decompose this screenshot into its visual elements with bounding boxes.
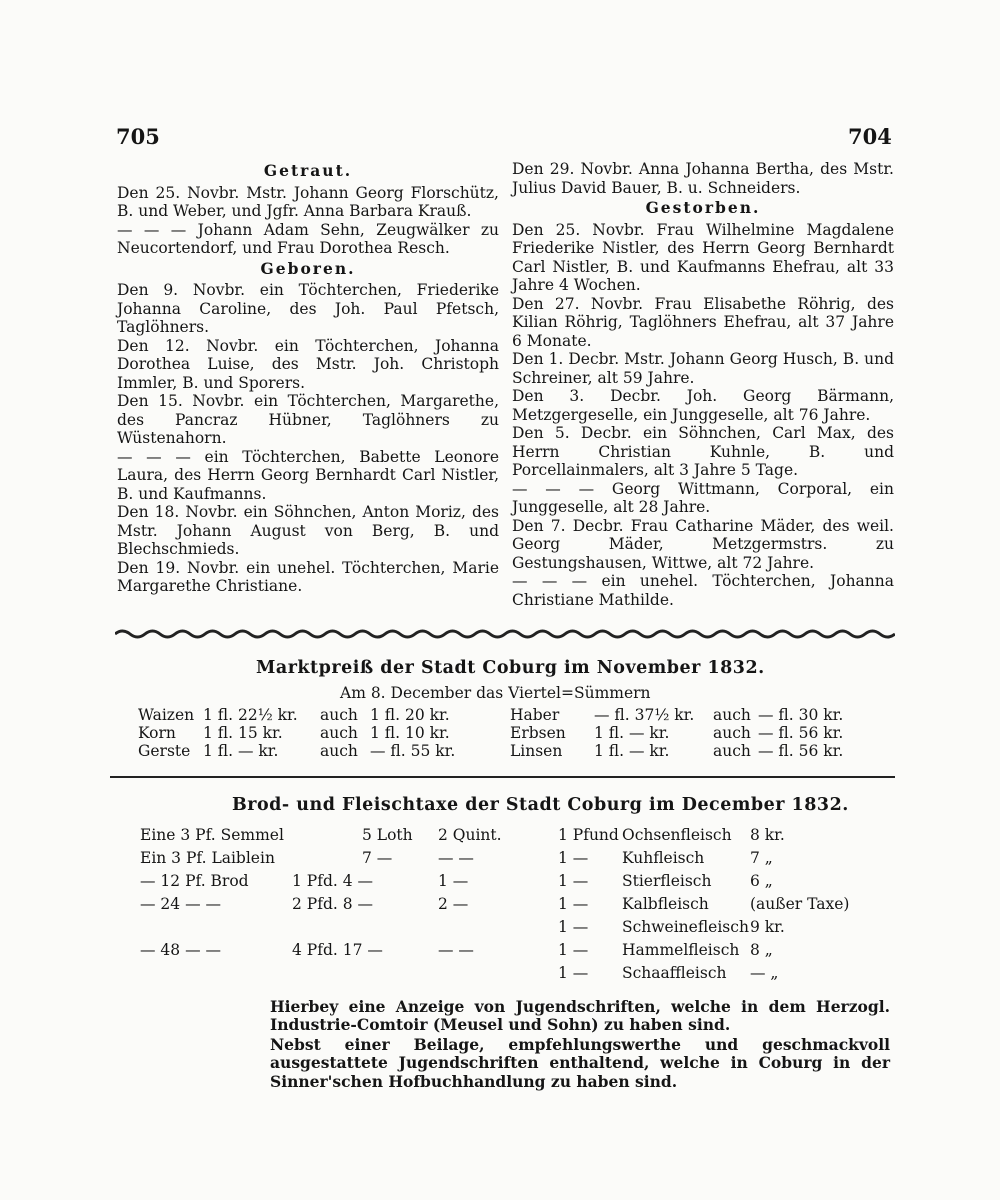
died-entry: Den 3. Decbr. Joh. Georg Bärmann, Metzgergeselle, ein Junggeselle, alt 76 Jahre. [512,387,894,424]
bread-item: — 48 — — [140,941,222,959]
born-entry: Den 15. Novbr. ein Töchterchen, Margarethe, des Pancraz Hübner, Taglöhners zu Wüstenahorn. [117,392,499,447]
market-price: — fl. 55 kr. [370,742,456,760]
meat-quantity: 1 — [558,895,589,913]
meat-kind: Stierfleisch [622,872,712,890]
bread-row [140,826,900,844]
died-entry: — — — Georg Wittmann, Corporal, ein Junggeselle, alt 28 Jahre. [512,479,894,516]
horizontal-rule [110,776,895,778]
died-entry: Den 5. Decbr. ein Söhnchen, Carl Max, des Herrn Christian Kuhnle, B. und Porcellainmalers, alt 3 Jahre 5 Tage. [512,424,894,479]
meat-price: 8 „ [750,941,773,959]
market-auch: auch [713,706,751,724]
born-heading: Geboren. [260,258,356,278]
bread-weight: 1 Pfd. 4 — [292,872,374,890]
market-price: 1 fl. 10 kr. [370,724,450,742]
died-entry: Den 25. Novbr. Frau Wilhelmine Magdalene Friederike Nistler, des Herrn Georg Bernhardt Carl Nistler, B. und Kaufmanns Ehefrau, alt 33 Jahre 4 Wochen. [512,220,894,294]
bread-item: Ein 3 Pf. Laiblein [140,849,275,867]
market-grain: Gerste [138,742,191,760]
died-entry: Den 27. Novbr. Frau Elisabethe Röhrig, des Kilian Röhrig, Taglöhners Ehefrau, alt 37 Jahre 6 Monate. [512,294,894,350]
bread-row [140,964,900,982]
notice-youth-books: Hierbey eine Anzeige von Jugendschriften, welche in dem Herzogl. Industrie-Comtoir (Meusel und Sohn) zu haben sind. [270,996,890,1034]
born-entry: Den 29. Novbr. Anna Johanna Bertha, des Mstr. Julius David Bauer, B. u. Schneiders. [512,160,894,197]
meat-kind: Schweinefleisch [622,918,749,936]
market-auch: auch [320,742,358,760]
meat-quantity: 1 — [558,964,589,982]
bread-weight: 7 — [362,849,393,867]
market-price: 1 fl. 20 kr. [370,706,450,724]
meat-quantity: 1 — [558,872,589,890]
died-entry: — — — ein unehel. Töchterchen, Johanna Christiane Mathilde. [512,572,894,609]
market-title: Marktpreiß der Stadt Coburg im November 1832. [256,658,765,678]
bread-weight: 4 Pfd. 17 — [292,941,383,959]
wavy-divider [115,628,895,640]
market-auch: auch [320,724,358,742]
market-price: — fl. 56 kr. [758,742,844,760]
bread-row [140,918,900,936]
meat-kind: Schaaffleisch [622,964,727,982]
bread-quint: 2 Quint. [438,826,502,844]
market-price: — fl. 30 kr. [758,706,844,724]
left-column [117,160,499,596]
meat-kind: Kuhfleisch [622,849,705,867]
meat-quantity: 1 — [558,918,589,936]
page-number-left: 705 [116,124,160,149]
meat-price: — „ [750,964,779,982]
page-number-right: 704 [848,124,892,149]
bread-quint: 2 — [438,895,469,913]
born-entry: — — — ein Töchterchen, Babette Leonore Laura, des Herrn Georg Bernhardt Carl Nistler, B. und Kaufmanns. [117,447,499,503]
born-entry: Den 18. Novbr. ein Söhnchen, Anton Moriz, des Mstr. Johann August von Berg, B. und Blechschmieds. [117,503,499,558]
market-auch: auch [713,724,751,742]
died-entry: Den 7. Decbr. Frau Catharine Mäder, des weil. Georg Mäder, Metzgermstrs. zu Gestungshausen, Wittwe, alt 72 Jahre. [512,516,894,572]
married-entry: — — — Johann Adam Sehn, Zeugwälker zu Neucortendorf, und Frau Dorothea Resch. [117,220,499,257]
market-price: 1 fl. — kr. [594,724,670,742]
died-heading: Gestorben. [645,198,761,217]
bread-quint: 1 — [438,872,469,890]
market-price: 1 fl. — kr. [594,742,670,760]
bread-item: — 12 Pf. Brod [140,872,249,890]
market-price: 1 fl. 15 kr. [203,724,283,742]
meat-price: 8 kr. [750,826,785,844]
bread-row [140,941,900,959]
market-grain: Waizen [138,706,195,724]
meat-price: 7 „ [750,849,773,867]
bread-weight: 5 Loth [362,826,413,844]
meat-price: (außer Taxe) [750,895,850,913]
born-entry: Den 9. Novbr. ein Töchterchen, Friederike Johanna Caroline, des Joh. Paul Pfetsch, Taglöhners. [117,281,499,336]
bread-item: — 24 — — [140,895,222,913]
meat-kind: Ochsenfleisch [622,826,732,844]
market-grain: Korn [138,724,176,742]
right-column [512,160,894,609]
meat-quantity: 1 Pfund [558,826,619,844]
meat-kind: Hammelfleisch [622,941,740,959]
market-price: 1 fl. — kr. [203,742,279,760]
meat-quantity: 1 — [558,849,589,867]
married-heading: Getraut. [263,161,353,180]
bread-quint: — — [438,849,474,867]
market-auch: auch [320,706,358,724]
married-entry: Den 25. Novbr. Mstr. Johann Georg Florschütz, B. und Weber, und Jgfr. Anna Barbara Krauß. [117,183,499,220]
bread-title: Brod- und Fleischtaxe der Stadt Coburg im December 1832. [232,795,849,815]
notice-supplement: Nebst einer Beilage, empfehlungswerthe und geschmackvoll ausgestattete Jugendschriften enthaltend, welche in Coburg in der Sinner'schen Hofbuchhandlung zu haben sind. [270,1034,890,1091]
born-entry: Den 12. Novbr. ein Töchterchen, Johanna Dorothea Luise, des Mstr. Joh. Christoph Immler, B. und Sporers. [117,336,499,392]
bread-row [140,895,900,913]
meat-kind: Kalbfleisch [622,895,709,913]
meat-price: 6 „ [750,872,773,890]
bread-item: Eine 3 Pf. Semmel [140,826,284,844]
market-grain: Erbsen [510,724,566,742]
bread-quint: — — [438,941,474,959]
market-grain: Haber [510,706,560,724]
market-grain: Linsen [510,742,563,760]
born-entry: Den 19. Novbr. ein unehel. Töchterchen, Marie Margarethe Christiane. [117,558,499,595]
bread-row [140,872,900,890]
bread-weight: 2 Pfd. 8 — [292,895,374,913]
bread-row [140,849,900,867]
died-entry: Den 1. Decbr. Mstr. Johann Georg Husch, B. und Schreiner, alt 59 Jahre. [512,350,894,387]
market-subtitle: Am 8. December das Viertel=Sümmern [340,684,651,702]
meat-price: 9 kr. [750,918,785,936]
meat-quantity: 1 — [558,941,589,959]
market-auch: auch [713,742,751,760]
market-price: 1 fl. 22½ kr. [203,706,298,724]
market-price: — fl. 37½ kr. [594,706,695,724]
market-price: — fl. 56 kr. [758,724,844,742]
